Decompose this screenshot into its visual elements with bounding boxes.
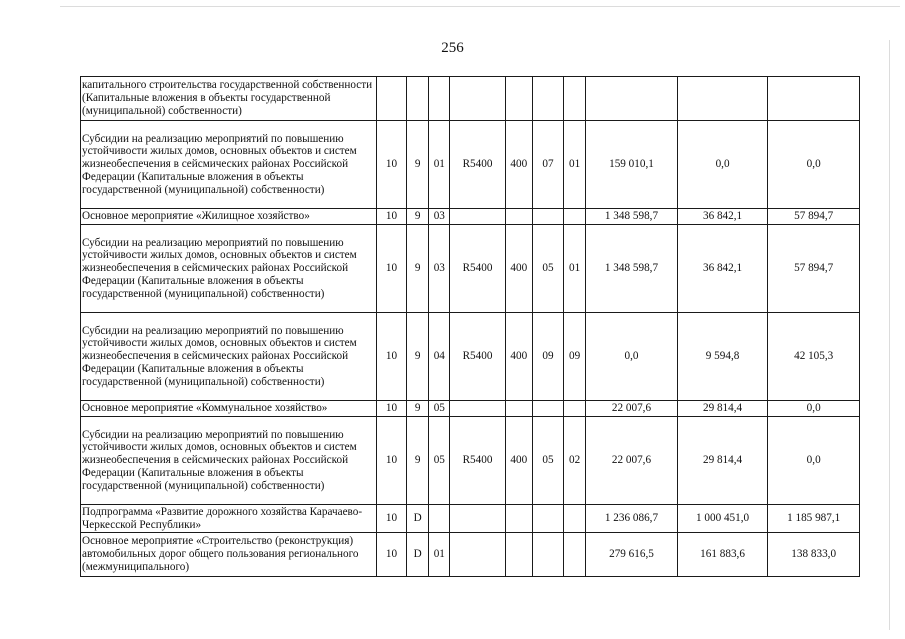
table-row xyxy=(81,209,860,225)
value-cell: 161 883,6 xyxy=(677,533,768,577)
value-cell: 29 814,4 xyxy=(677,417,768,505)
code-cell: 01 xyxy=(429,533,450,577)
code-cell: R5400 xyxy=(450,225,505,313)
value-cell: 36 842,1 xyxy=(677,209,768,225)
code-cell: 400 xyxy=(505,225,532,313)
code-cell xyxy=(532,77,563,121)
code-cell: 02 xyxy=(564,417,586,505)
code-cell xyxy=(564,77,586,121)
code-cell: R5400 xyxy=(450,313,505,401)
table-row xyxy=(81,313,860,401)
code-cell xyxy=(532,401,563,417)
code-cell xyxy=(450,505,505,533)
page-number: 256 xyxy=(441,40,464,56)
code-cell xyxy=(429,505,450,533)
code-cell xyxy=(376,77,406,121)
budget-table xyxy=(80,76,860,577)
value-cell: 22 007,6 xyxy=(586,401,678,417)
table-row xyxy=(81,77,860,121)
code-cell: 01 xyxy=(429,121,450,209)
table-row xyxy=(81,225,860,313)
code-cell xyxy=(564,209,586,225)
value-cell: 1 000 451,0 xyxy=(677,505,768,533)
row-name: Субсидии на реализацию мероприятий по повышению устойчивости жилых домов, основных объектов и систем жизнеобеспечения в сейсмических районах Российской Федерации (Капитальные вложения в объекты государственной (муниципальной) собственности) xyxy=(81,313,377,401)
value-cell xyxy=(677,77,768,121)
code-cell xyxy=(407,77,429,121)
scan-edge-top xyxy=(60,6,900,7)
row-name: Подпрограмма «Развитие дорожного хозяйства Карачаево-Черкесской Республики» xyxy=(81,505,377,533)
scan-edge-right xyxy=(889,40,890,630)
code-cell xyxy=(532,505,563,533)
row-name: Субсидии на реализацию мероприятий по повышению устойчивости жилых домов, основных объектов и систем жизнеобеспечения в сейсмических районах Российской Федерации (Капитальные вложения в объекты государственной (муниципальной) собственности) xyxy=(81,225,377,313)
code-cell: 9 xyxy=(407,401,429,417)
value-cell: 57 894,7 xyxy=(768,209,860,225)
code-cell: D xyxy=(407,533,429,577)
table-row xyxy=(81,121,860,209)
code-cell: 03 xyxy=(429,209,450,225)
code-cell: 05 xyxy=(429,417,450,505)
row-name: Основное мероприятие «Строительство (реконструкция) автомобильных дорог общего пользования регионального (межмуниципального) xyxy=(81,533,377,577)
value-cell: 279 616,5 xyxy=(586,533,678,577)
code-cell: 09 xyxy=(564,313,586,401)
value-cell: 42 105,3 xyxy=(768,313,860,401)
code-cell: D xyxy=(407,505,429,533)
code-cell: 05 xyxy=(429,401,450,417)
code-cell: 04 xyxy=(429,313,450,401)
value-cell: 1 348 598,7 xyxy=(586,225,678,313)
code-cell xyxy=(505,401,532,417)
value-cell: 0,0 xyxy=(768,401,860,417)
code-cell xyxy=(532,533,563,577)
code-cell: 9 xyxy=(407,417,429,505)
code-cell: 10 xyxy=(376,313,406,401)
code-cell: 10 xyxy=(376,533,406,577)
code-cell: 10 xyxy=(376,417,406,505)
value-cell: 0,0 xyxy=(677,121,768,209)
code-cell xyxy=(564,533,586,577)
value-cell: 138 833,0 xyxy=(768,533,860,577)
code-cell: 05 xyxy=(532,225,563,313)
budget-table-container xyxy=(80,76,860,577)
row-name: Основное мероприятие «Коммунальное хозяйство» xyxy=(81,401,377,417)
code-cell xyxy=(429,77,450,121)
code-cell: R5400 xyxy=(450,417,505,505)
code-cell xyxy=(450,533,505,577)
code-cell: 400 xyxy=(505,313,532,401)
value-cell xyxy=(768,77,860,121)
code-cell xyxy=(505,209,532,225)
code-cell: 10 xyxy=(376,209,406,225)
row-name: Основное мероприятие «Жилищное хозяйство» xyxy=(81,209,377,225)
table-row xyxy=(81,505,860,533)
code-cell xyxy=(505,77,532,121)
code-cell: 400 xyxy=(505,417,532,505)
code-cell: 09 xyxy=(532,313,563,401)
code-cell xyxy=(564,401,586,417)
code-cell: 01 xyxy=(564,225,586,313)
code-cell: 01 xyxy=(564,121,586,209)
code-cell xyxy=(505,533,532,577)
value-cell: 0,0 xyxy=(586,313,678,401)
value-cell: 57 894,7 xyxy=(768,225,860,313)
row-name: Субсидии на реализацию мероприятий по повышению устойчивости жилых домов, основных объектов и систем жизнеобеспечения в сейсмических районах Российской Федерации (Капитальные вложения в объекты государственной (муниципальной) собственности) xyxy=(81,417,377,505)
value-cell: 1 185 987,1 xyxy=(768,505,860,533)
code-cell: 07 xyxy=(532,121,563,209)
code-cell xyxy=(564,505,586,533)
table-row xyxy=(81,417,860,505)
table-row xyxy=(81,401,860,417)
value-cell: 1 236 086,7 xyxy=(586,505,678,533)
value-cell: 1 348 598,7 xyxy=(586,209,678,225)
value-cell: 22 007,6 xyxy=(586,417,678,505)
code-cell: 03 xyxy=(429,225,450,313)
row-name: капитального строительства государственной собственности (Капитальные вложения в объекты государственной (муниципальной) собственности) xyxy=(81,77,377,121)
code-cell: 10 xyxy=(376,505,406,533)
code-cell xyxy=(450,77,505,121)
value-cell: 29 814,4 xyxy=(677,401,768,417)
value-cell: 0,0 xyxy=(768,417,860,505)
code-cell xyxy=(532,209,563,225)
code-cell: 9 xyxy=(407,225,429,313)
code-cell: 10 xyxy=(376,401,406,417)
code-cell: 9 xyxy=(407,313,429,401)
code-cell: 400 xyxy=(505,121,532,209)
code-cell: 10 xyxy=(376,225,406,313)
value-cell: 36 842,1 xyxy=(677,225,768,313)
code-cell xyxy=(450,401,505,417)
table-row xyxy=(81,533,860,577)
code-cell xyxy=(505,505,532,533)
value-cell: 0,0 xyxy=(768,121,860,209)
value-cell: 9 594,8 xyxy=(677,313,768,401)
code-cell: 9 xyxy=(407,209,429,225)
value-cell: 159 010,1 xyxy=(586,121,678,209)
value-cell xyxy=(586,77,678,121)
code-cell: 9 xyxy=(407,121,429,209)
row-name: Субсидии на реализацию мероприятий по повышению устойчивости жилых домов, основных объектов и систем жизнеобеспечения в сейсмических районах Российской Федерации (Капитальные вложения в объекты государственной (муниципальной) собственности) xyxy=(81,121,377,209)
code-cell: 10 xyxy=(376,121,406,209)
code-cell: 05 xyxy=(532,417,563,505)
code-cell: R5400 xyxy=(450,121,505,209)
code-cell xyxy=(450,209,505,225)
